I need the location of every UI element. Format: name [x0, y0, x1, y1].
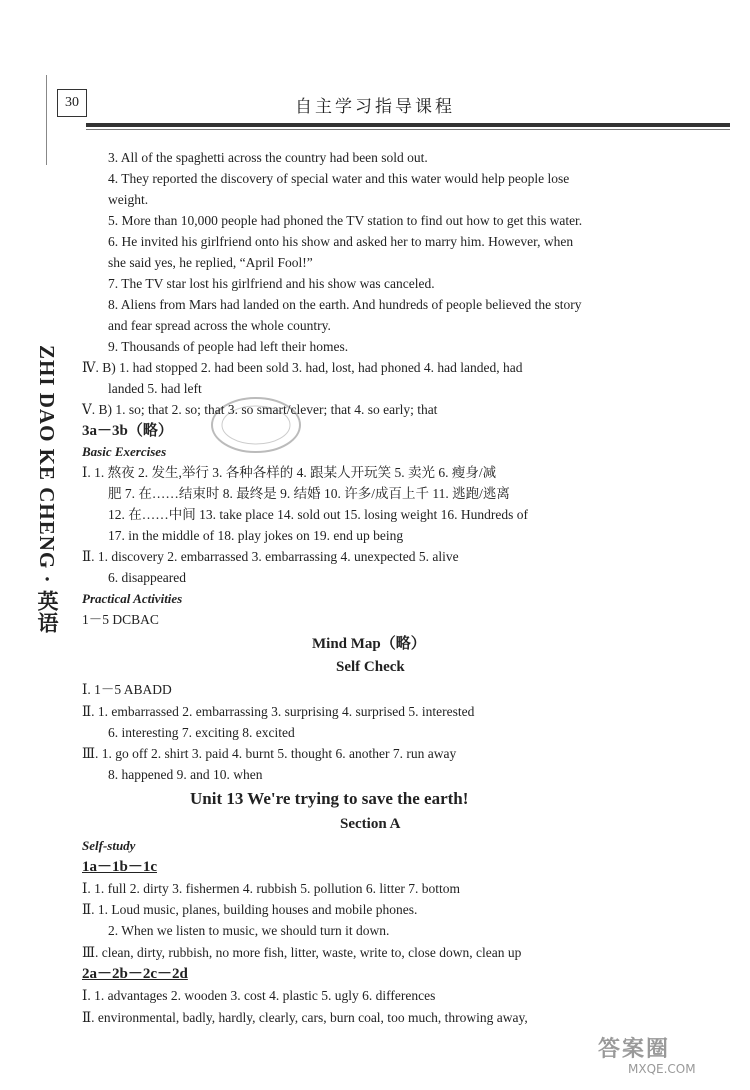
subsection-heading: 1a－1b－1c — [82, 859, 158, 875]
answer-line: Ⅲ. clean, dirty, rubbish, no more fish, litter, waste, write to, close down, clean up — [82, 945, 522, 960]
unit-title: Unit 13 We're trying to save the earth! — [190, 789, 469, 808]
section-heading: Section A — [340, 816, 401, 832]
answer-line: 9. Thousands of people had left their homes. — [108, 339, 349, 354]
section-heading: Self Check — [336, 659, 405, 675]
subsection-heading: Self-study — [82, 838, 136, 853]
answer-line: 5. More than 10,000 people had phoned the TV station to find out how to get this water. — [108, 213, 583, 228]
answer-line: Ⅲ. 1. go off 2. shirt 3. paid 4. burnt 5. thought 6. another 7. run away — [82, 746, 457, 761]
answer-line: Ⅴ. B) 1. so; that 2. so; that 3. so smart/clever; that 4. so early; that — [82, 402, 438, 417]
side-label: ZHI DAO KE CHENG · 英语 — [35, 345, 59, 634]
answer-line: and fear spread across the whole country. — [108, 318, 331, 333]
watermark-logo: 答案圈 — [598, 1037, 671, 1062]
answer-line: 8. Aliens from Mars had landed on the earth. And hundreds of people believed the story — [108, 297, 582, 312]
subsection-heading: Basic Exercises — [82, 444, 167, 459]
header-rule-thin — [86, 129, 730, 130]
header-rule — [86, 123, 730, 127]
watermark-url: MXQE.COM — [628, 1062, 696, 1076]
answer-line: 2. When we listen to music, we should turn it down. — [108, 923, 390, 938]
answer-line: Ⅰ. 1. 熬夜 2. 发生,举行 3. 各种各样的 4. 跟某人开玩笑 5. 卖光 6. 瘦身/减 — [82, 465, 497, 480]
answer-line: 6. He invited his girlfriend onto his show and asked her to marry him. However, when — [108, 234, 574, 249]
section-heading: Mind Map（略） — [312, 636, 426, 652]
answer-line: 肥 7. 在……结束时 8. 最终是 9. 结婚 10. 许多/成百上千 11. 逃跑/逃离 — [108, 486, 510, 501]
section-heading: 3a－3b（略） — [82, 423, 173, 439]
answer-line: 1－5 DCBAC — [82, 612, 159, 627]
answer-line: 7. The TV star lost his girlfriend and his show was canceled. — [108, 276, 435, 291]
answer-line: 8. happened 9. and 10. when — [108, 767, 263, 782]
answer-line: 17. in the middle of 18. play jokes on 19. end up being — [108, 528, 404, 543]
subsection-heading: 2a－2b－2c－2d — [82, 966, 188, 982]
answer-line: Ⅰ. 1. advantages 2. wooden 3. cost 4. plastic 5. ugly 6. differences — [82, 988, 436, 1003]
answer-line: 6. disappeared — [108, 570, 186, 585]
answer-line: Ⅱ. 1. discovery 2. embarrassed 3. embarrassing 4. unexpected 5. alive — [82, 549, 459, 564]
answer-line: 4. They reported the discovery of special water and this water would help people lose — [108, 171, 570, 186]
page-header-title: 自主学习指导课程 — [295, 97, 455, 117]
answer-line: 12. 在……中间 13. take place 14. sold out 15. losing weight 16. Hundreds of — [108, 507, 528, 522]
page-number: 30 — [57, 89, 87, 117]
answer-line: Ⅰ. 1. full 2. dirty 3. fishermen 4. rubbish 5. pollution 6. litter 7. bottom — [82, 881, 461, 896]
answer-line: Ⅰ. 1－5 ABADD — [82, 682, 172, 697]
margin-line — [46, 75, 47, 165]
subsection-heading: Practical Activities — [82, 591, 183, 606]
answer-line: Ⅱ. 1. embarrassed 2. embarrassing 3. surprising 4. surprised 5. interested — [82, 704, 475, 719]
answer-line: weight. — [108, 192, 149, 207]
answer-line: Ⅱ. 1. Loud music, planes, building houses and mobile phones. — [82, 902, 418, 917]
answer-line: 3. All of the spaghetti across the country had been sold out. — [108, 150, 428, 165]
answer-line: Ⅳ. B) 1. had stopped 2. had been sold 3. had, lost, had phoned 4. had landed, had — [82, 360, 523, 375]
answer-line: she said yes, he replied, “April Fool!” — [108, 255, 313, 270]
answer-line: 6. interesting 7. exciting 8. excited — [108, 725, 295, 740]
answer-line: landed 5. had left — [108, 381, 202, 396]
answer-line: Ⅱ. environmental, badly, hardly, clearly, cars, burn coal, too much, throwing away, — [82, 1010, 528, 1025]
